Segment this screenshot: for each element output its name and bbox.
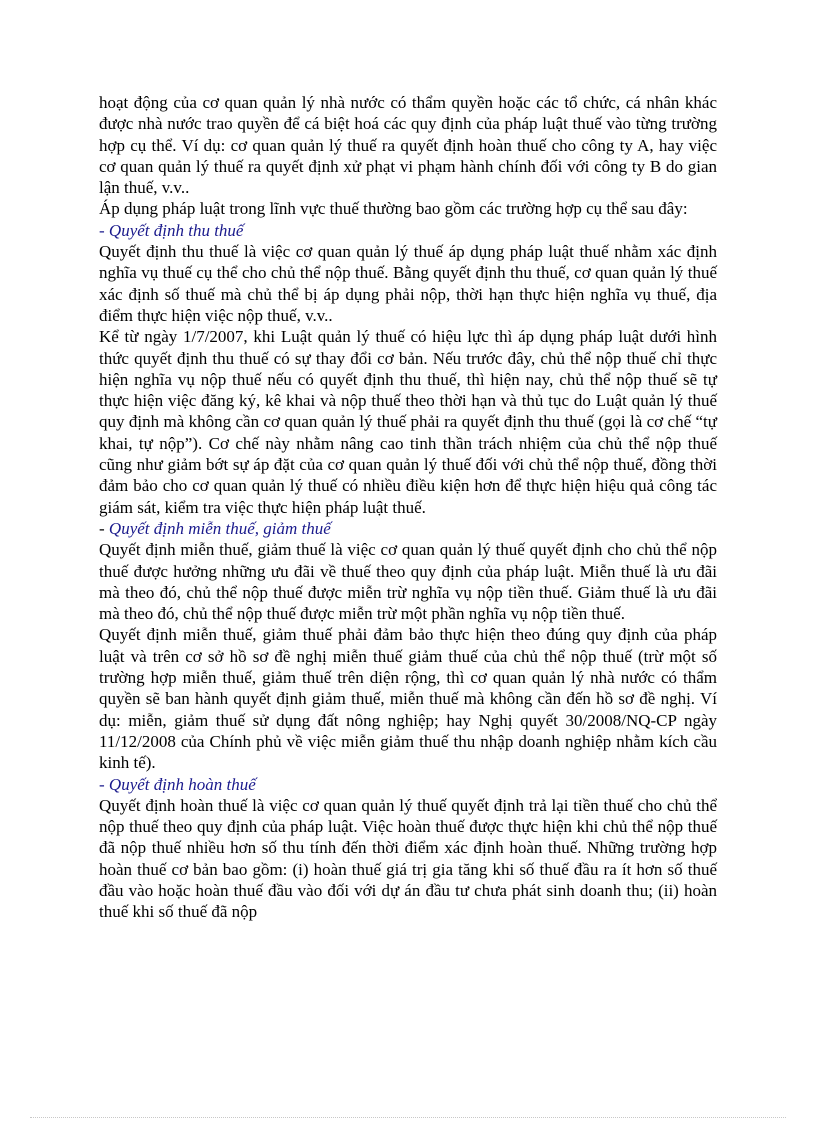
paragraph-1: hoạt động của cơ quan quản lý nhà nước có thẩm quyền hoặc các tổ chức, cá nhân khác được nhà nước trao quyền để cá biệt hoá các quy định của pháp luật thuế vào từng trường hợp cụ thể. Ví dụ: cơ quan quản lý thuế ra quyết định hoàn thuế cho công ty A, hay việc cơ quan quản lý thuế ra quyết định xử phạt vi phạm hành chính đối với công ty B do gian lận thuế, v.v.. — [99, 93, 717, 198]
paragraph-2: Áp dụng pháp luật trong lĩnh vực thuế thường bao gồm các trường hợp cụ thể sau đây: — [99, 199, 688, 219]
page-bottom-divider — [30, 1117, 786, 1118]
paragraph-7: Quyết định hoàn thuế là việc cơ quan quản lý thuế quyết định trả lại tiền thuế cho chủ thể nộp thuế theo quy định của pháp luật. Việc hoàn thuế được thực hiện khi chủ thể nộp thuế đã nộp thuế nhiều hơn số thu tính đến thời điểm xác định hoàn thuế. Những trường hợp hoàn thuế cơ bản bao gồm: (i) hoàn thuế giá trị gia tăng khi số thuế đầu ra ít hơn số thuế đầu vào hoặc hoàn thuế đầu vào đối với dự án đầu tư chưa phát sinh doanh thu; (ii) hoàn thuế khi số thuế đã nộp — [99, 795, 717, 922]
paragraph-6: Quyết định miễn thuế, giảm thuế phải đảm bảo thực hiện theo đúng quy định của pháp luật và trên cơ sở hồ sơ đề nghị miễn thuế giảm thuế của chủ thể nộp thuế (trừ một số trường hợp miễn thuế, giảm thuế trên diện rộng, thì cơ quan quản lý nhà nước có thẩm quyền sẽ ban hành quyết định giảm thuế, miễn thuế mà không cần đến hồ sơ đề nghị. Ví dụ: miễn, giảm thuế sử dụng đất nông nghiệp; hay Nghị quyết 30/2008/NQ-CP ngày 11/12/2008 của Chính phủ về việc miễn giảm thuế thu nhập doanh nghiệp nhằm kích cầu kinh tế). — [99, 625, 717, 773]
document-page — [99, 92, 717, 923]
section-heading-mien-giam-thue — [99, 518, 717, 539]
paragraph-3: Quyết định thu thuế là việc cơ quan quản lý thuế áp dụng pháp luật thuế nhằm xác định nghĩa vụ thuế cụ thể cho chủ thể nộp thuế. Bằng quyết định thu thuế, cơ quan quản lý thuế xác định số thuế mà chủ thể bị áp dụng phải nộp, thời hạn thực hiện nghĩa vụ thuế, địa điểm thực hiện việc nộp thuế, v.v.. — [99, 242, 717, 325]
heading-text: Quyết định hoàn thuế — [108, 774, 256, 794]
heading-text: Quyết định miễn thuế, giảm thuế — [108, 518, 331, 538]
heading-dash: - — [99, 774, 109, 794]
paragraph-4: Kể từ ngày 1/7/2007, khi Luật quản lý thuế có hiệu lực thì áp dụng pháp luật dưới hình thức quyết định thu thuế có sự thay đổi cơ bản. Nếu trước đây, chủ thể nộp thuế chỉ thực hiện nghĩa vụ nộp thuế nếu có quyết định thu thuế, thì hiện nay, chủ thể nộp thuế sẽ tự thực hiện việc đăng ký, kê khai và nộp thuế theo thời hạn và thủ tục do Luật quản lý thuế quy định mà không cần cơ quan quản lý thuế phải ra quyết định thu thuế (gọi là cơ chế “tự khai, tự nộp”). Cơ chế này nhằm nâng cao tinh thần trách nhiệm của chủ thể nộp thuế cũng như giảm bớt sự áp đặt của cơ quan quản lý thuế đối với chủ thể nộp thuế, đồng thời đảm bảo cho cơ quan quản lý thuế có nhiều điều kiện hơn để thực hiện hiệu quả công tác giám sát, kiểm tra việc thực hiện pháp luật thuế. — [99, 327, 717, 517]
heading-text: Quyết định thu thuế — [108, 220, 244, 240]
heading-dash: - — [99, 220, 109, 240]
paragraph-5: Quyết định miễn thuế, giảm thuế là việc cơ quan quản lý thuế quyết định cho chủ thể nộp thuế được hưởng những ưu đãi về thuế theo quy định của pháp luật. Miễn thuế là ưu đãi mà theo đó, chủ thể nộp thuế được miễn trừ nghĩa vụ nộp tiền thuế. Giảm thuế là ưu đãi mà theo đó, chủ thể nộp thuế được miễn trừ một phần nghĩa vụ nộp tiền thuế. — [99, 540, 717, 624]
section-heading-hoan-thue — [99, 774, 717, 795]
heading-dash: - — [99, 518, 109, 538]
section-heading-thu-thue — [99, 220, 717, 241]
